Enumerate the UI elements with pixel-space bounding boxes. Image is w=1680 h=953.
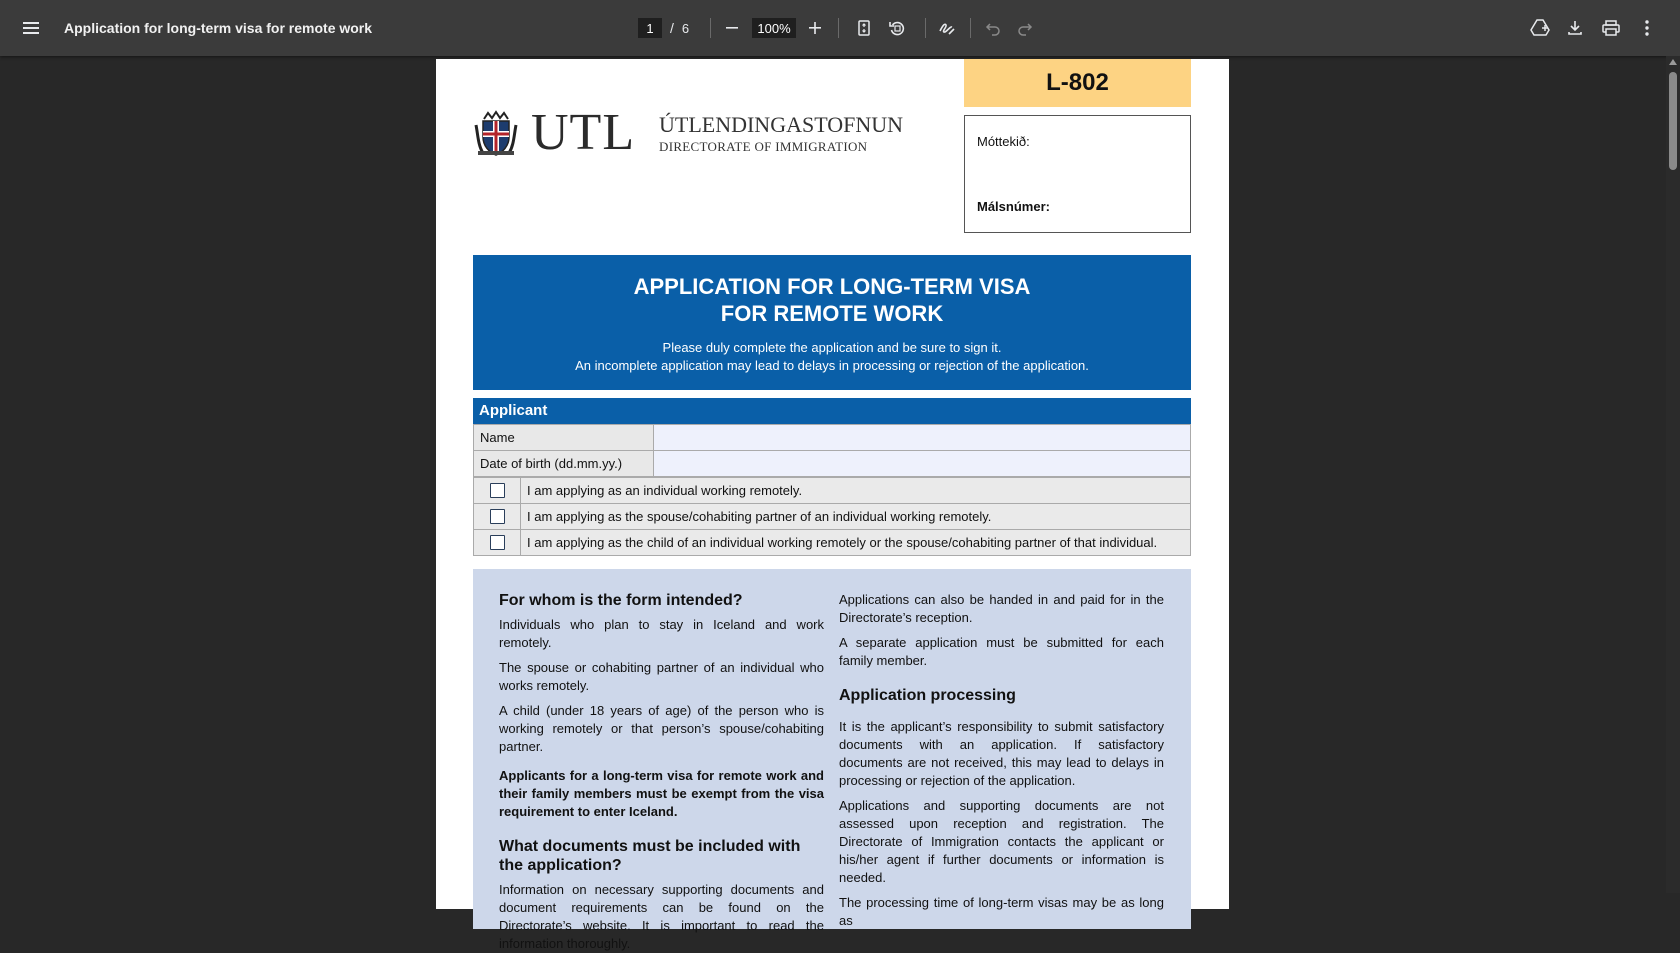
download-icon <box>1567 20 1583 36</box>
banner-subtitle-line2: An incomplete application may lead to delays in processing or rejection of the application. <box>575 358 1089 373</box>
option-label: I am applying as an individual working remotely. <box>527 483 803 498</box>
fit-page-button[interactable] <box>850 14 878 42</box>
undo-button[interactable] <box>979 14 1007 42</box>
paragraph: The processing time of long-term visas may be as long as <box>839 895 1164 928</box>
page-number-input[interactable] <box>638 18 662 38</box>
dob-field[interactable] <box>654 451 1190 476</box>
toolbar-divider <box>710 18 711 38</box>
info-left-column <box>499 591 824 953</box>
option-spouse-checkbox[interactable] <box>490 509 505 524</box>
heading-for-whom: For whom is the form intended? <box>499 592 743 609</box>
more-options-button[interactable] <box>1633 14 1661 42</box>
rotate-button[interactable] <box>883 14 911 42</box>
paragraph: Individuals who plan to stay in Iceland and work remotely. <box>499 617 824 650</box>
name-row <box>473 424 1191 451</box>
option-individual-checkbox[interactable] <box>490 483 505 498</box>
heading-processing: Application processing <box>839 687 1016 704</box>
undo-icon <box>985 20 1001 36</box>
dob-label: Date of birth (dd.mm.yy.) <box>474 451 654 476</box>
office-use-box <box>964 115 1191 233</box>
vertical-scrollbar[interactable] <box>1666 56 1680 893</box>
rotate-icon <box>888 19 906 37</box>
option-label: I am applying as the spouse/cohabiting partner of an individual working remotely. <box>527 509 992 524</box>
fit-page-icon <box>856 20 872 36</box>
form-banner <box>473 255 1191 390</box>
info-box <box>473 569 1191 951</box>
info-right-column <box>839 591 1164 930</box>
page-total: 6 <box>681 20 690 36</box>
banner-subtitle-line1: Please duly complete the application and be sure to sign it. <box>662 340 1002 355</box>
menu-icon[interactable] <box>18 0 46 56</box>
print-button[interactable] <box>1597 14 1625 42</box>
form-code: L-802 <box>964 59 1191 107</box>
zoom-input[interactable] <box>752 18 796 38</box>
document-title: Application for long-term visa for remote work <box>64 20 373 36</box>
zoom-in-button[interactable] <box>801 14 829 42</box>
save-to-drive-button[interactable] <box>1526 14 1554 42</box>
paragraph: A separate application must be submitted for each family member. <box>839 635 1164 668</box>
applicant-option-row <box>473 477 1191 504</box>
draw-icon <box>938 19 956 37</box>
coat-of-arms-icon <box>474 111 518 157</box>
dob-row <box>473 450 1191 477</box>
plus-icon <box>808 21 822 35</box>
page-separator: / <box>670 20 674 36</box>
print-icon <box>1602 20 1620 36</box>
applicant-option-row <box>473 503 1191 530</box>
paragraph-bold: Applicants for a long-term visa for remote work and their family members must be exempt from the visa requirement to enter Iceland. <box>499 768 824 819</box>
name-field[interactable] <box>654 425 1190 450</box>
heading-documents: What documents must be included with the application? <box>499 838 801 874</box>
logo-name: ÚTLENDINGASTOFNUN <box>659 112 904 137</box>
download-button[interactable] <box>1561 14 1589 42</box>
pdf-toolbar <box>0 0 1680 56</box>
paragraph: Information on necessary supporting documents and document requirements can be found on the Directorate’s website. It is important to read the information thoroughly. <box>499 882 824 951</box>
drive-add-icon <box>1530 19 1550 37</box>
case-number-label: Málsnúmer: <box>977 199 1050 214</box>
page-navigator <box>638 0 689 56</box>
paragraph: Applications and supporting documents are not assessed upon reception and registration. The Directorate of Immigration contacts the applicant or his/her agent if further documents or information is needed. <box>839 798 1164 885</box>
banner-title-line1: APPLICATION FOR LONG-TERM VISA <box>633 274 1031 299</box>
paragraph: It is the applicant’s responsibility to submit satisfactory documents with an application. If satisfactory documents are not received, this may lead to delays in processing or rejection of the application. <box>839 719 1164 788</box>
banner-title-line2: FOR REMOTE WORK <box>720 301 944 326</box>
pdf-page <box>436 59 1229 951</box>
zoom-out-button[interactable] <box>718 14 746 42</box>
option-child-checkbox[interactable] <box>490 535 505 550</box>
logo-short: UTL <box>531 104 636 161</box>
more-vert-icon <box>1645 20 1649 36</box>
redo-icon <box>1017 20 1033 36</box>
toolbar-divider <box>925 18 926 38</box>
minus-icon <box>725 21 739 35</box>
paragraph: The spouse or cohabiting partner of an individual who works remotely. <box>499 660 824 693</box>
scrollbar-thumb[interactable] <box>1669 72 1677 170</box>
toolbar-divider <box>838 18 839 38</box>
logo-subtitle: DIRECTORATE OF IMMIGRATION <box>659 139 868 154</box>
applicant-section-heading: Applicant <box>473 398 1191 424</box>
paragraph: A child (under 18 years of age) of the person who is working remotely or that person’s spouse/cohabiting partner. <box>499 703 824 754</box>
annotate-button[interactable] <box>933 14 961 42</box>
paragraph: Applications can also be handed in and paid for in the Directorate’s reception. <box>839 592 1164 625</box>
name-label: Name <box>474 425 654 450</box>
toolbar-divider <box>970 18 971 38</box>
option-label: I am applying as the child of an individual working remotely or the spouse/cohabiting partner of that individual. <box>527 535 1158 550</box>
received-label: Móttekið: <box>977 134 1030 149</box>
redo-button[interactable] <box>1011 14 1039 42</box>
applicant-option-row <box>473 529 1191 556</box>
scroll-up-arrow-icon[interactable] <box>1669 59 1677 65</box>
